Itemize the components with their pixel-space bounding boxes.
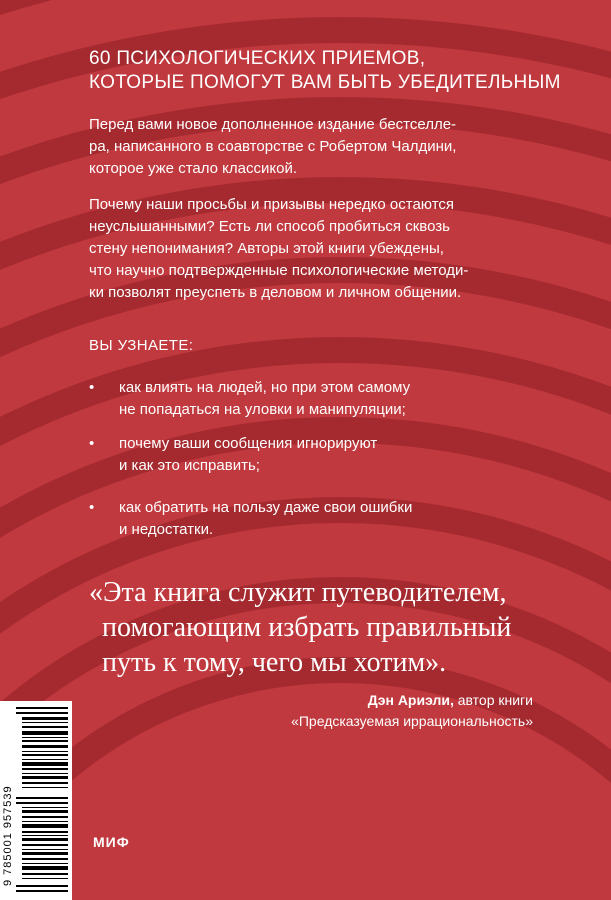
list-item-line: как обратить на пользу даже свои ошибки <box>119 499 413 516</box>
quote-author: Дэн Ариэли, <box>367 692 454 708</box>
paragraph-line: Перед вами новое дополненное издание бестселле- <box>89 116 457 133</box>
list-item-line: и недостатки. <box>119 521 214 538</box>
bullet-icon: • <box>89 435 95 452</box>
paragraph-line: ра, написанного в соавторстве с Робертом Чалдини, <box>89 138 457 155</box>
quote-line: путь к тому, чего мы хотим». <box>102 647 447 678</box>
list-item-line: почему ваши сообщения игнорируют <box>119 435 378 452</box>
learn-heading: ВЫ УЗНАЕТЕ: <box>89 337 194 354</box>
description-paragraph <box>89 194 559 304</box>
bullet-icon: • <box>89 379 95 396</box>
paragraph-line: ки позволят преуспеть в деловом и личном общении. <box>89 284 462 301</box>
paragraph-line: неуслышанными? Есть ли способ пробиться сквозь <box>89 218 450 235</box>
isbn-number: 9 785001 957539 <box>2 785 14 886</box>
headline-line: КОТОРЫЕ ПОМОГУТ ВАМ БЫТЬ УБЕДИТЕЛЬНЫМ <box>89 72 561 93</box>
headline-line: 60 ПСИХОЛОГИЧЕСКИХ ПРИЕМОВ, <box>89 48 426 69</box>
headline <box>89 47 589 95</box>
isbn-barcode <box>0 701 72 900</box>
barcode-bars <box>16 707 68 894</box>
paragraph-line: что научно подтвержденные психологические методи- <box>89 262 469 279</box>
pull-quote <box>89 575 589 680</box>
list-item-line: не попадаться на уловки и манипуляции; <box>119 401 406 418</box>
list-item-line: и как это исправить; <box>119 457 260 474</box>
paragraph-line: стену непонимания? Авторы этой книги убеждены, <box>89 240 444 257</box>
bullet-icon: • <box>89 499 95 516</box>
intro-paragraph <box>89 114 559 180</box>
quote-attribution <box>291 690 533 732</box>
quote-source-book: «Предсказуемая иррациональность» <box>291 713 533 729</box>
paragraph-line: Почему наши просьбы и призывы нередко остаются <box>89 196 455 213</box>
quote-author-role: автор книги <box>453 692 533 708</box>
paragraph-line: которое уже стало классикой. <box>89 160 297 177</box>
quote-line: помогающим избрать правильный <box>102 612 512 643</box>
quote-line: «Эта книга служит путеводителем, <box>89 577 507 608</box>
publisher-logo: МИФ <box>93 834 130 850</box>
list-item-line: как влиять на людей, но при этом самому <box>119 379 411 396</box>
